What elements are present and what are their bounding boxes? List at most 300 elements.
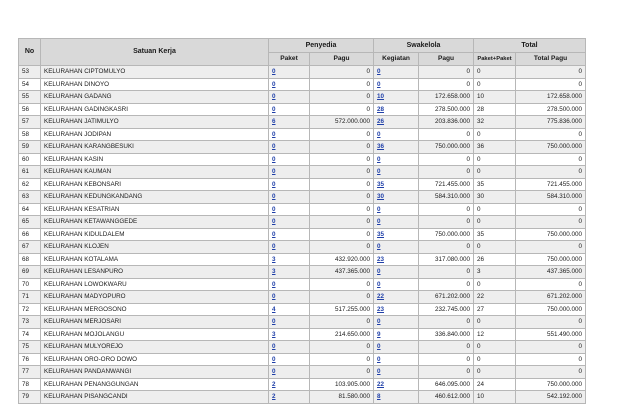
row-pagu: 0: [310, 316, 374, 329]
table-row: [19, 253, 586, 266]
table-row: [19, 116, 586, 129]
row-kegiatan-cell: [374, 266, 419, 279]
row-no: 66: [19, 228, 41, 241]
header-satuan-kerja: Satuan Kerja: [41, 39, 269, 66]
row-no: 55: [19, 91, 41, 104]
header-paket: Paket: [269, 53, 310, 66]
row-paket-link[interactable]: 0: [272, 230, 276, 238]
row-total-paket: 0: [474, 128, 516, 141]
table-row: [19, 366, 586, 379]
row-pagu: 432.920.000: [310, 253, 374, 266]
row-pagu: 0: [310, 66, 374, 79]
row-total-pagu: 0: [516, 153, 586, 166]
row-paket-cell: [269, 66, 310, 79]
row-kegiatan-cell: [374, 178, 419, 191]
row-satuan-kerja: KELURAHAN PISANGCANDI: [41, 391, 269, 404]
row-pagu-swakelola: 721.455.000: [419, 178, 474, 191]
row-total-pagu: 750.000.000: [516, 253, 586, 266]
row-paket-cell: [269, 241, 310, 254]
row-kegiatan-link[interactable]: 0: [377, 130, 381, 138]
row-no: 73: [19, 316, 41, 329]
table-row: [19, 153, 586, 166]
row-pagu: 0: [310, 278, 374, 291]
row-total-paket: 30: [474, 191, 516, 204]
row-total-pagu: 0: [516, 128, 586, 141]
row-total-pagu: 775.836.000: [516, 116, 586, 129]
table-row: [19, 166, 586, 179]
row-kegiatan-cell: [374, 203, 419, 216]
row-satuan-kerja: KELURAHAN KARANGBESUKI: [41, 141, 269, 154]
row-pagu: 0: [310, 166, 374, 179]
row-pagu: 214.650.000: [310, 328, 374, 341]
table-row: [19, 378, 586, 391]
row-total-paket: 0: [474, 353, 516, 366]
row-paket-cell: [269, 353, 310, 366]
row-no: 78: [19, 378, 41, 391]
row-total-paket: 24: [474, 378, 516, 391]
row-total-paket: 35: [474, 178, 516, 191]
row-pagu-swakelola: 0: [419, 341, 474, 354]
table-row: [19, 241, 586, 254]
row-paket-cell: [269, 178, 310, 191]
row-satuan-kerja: KELURAHAN KEDUNGKANDANG: [41, 191, 269, 204]
row-no: 57: [19, 116, 41, 129]
row-no: 61: [19, 166, 41, 179]
row-no: 69: [19, 266, 41, 279]
row-kegiatan-link[interactable]: 35: [377, 230, 385, 238]
row-paket-link[interactable]: 0: [272, 205, 276, 213]
row-total-pagu: 0: [516, 78, 586, 91]
row-paket-cell: [269, 78, 310, 91]
row-pagu: 0: [310, 128, 374, 141]
row-kegiatan-link[interactable]: 0: [377, 280, 381, 288]
row-paket-link[interactable]: 0: [272, 218, 276, 226]
row-pagu: 517.255.000: [310, 303, 374, 316]
row-no: 63: [19, 191, 41, 204]
row-kegiatan-link[interactable]: 0: [377, 243, 381, 251]
row-total-paket: 12: [474, 328, 516, 341]
table-row: [19, 228, 586, 241]
row-pagu-swakelola: 0: [419, 241, 474, 254]
row-total-pagu: 584.310.000: [516, 191, 586, 204]
row-kegiatan-link[interactable]: 0: [377, 368, 381, 376]
row-kegiatan-link[interactable]: 22: [377, 293, 385, 301]
row-kegiatan-cell: [374, 153, 419, 166]
table-row: [19, 291, 586, 304]
row-no: 77: [19, 366, 41, 379]
row-no: 56: [19, 103, 41, 116]
header-kegiatan: Kegiatan: [374, 53, 419, 66]
row-kegiatan-cell: [374, 141, 419, 154]
row-paket-cell: [269, 391, 310, 404]
row-total-pagu: 0: [516, 366, 586, 379]
row-kegiatan-link[interactable]: 26: [377, 118, 385, 126]
row-paket-link[interactable]: 0: [272, 193, 276, 201]
row-pagu-swakelola: 336.840.000: [419, 328, 474, 341]
row-total-pagu: 551.490.000: [516, 328, 586, 341]
row-pagu: 103.905.000: [310, 378, 374, 391]
row-pagu: 0: [310, 153, 374, 166]
row-satuan-kerja: KELURAHAN MOJOLANGU: [41, 328, 269, 341]
row-total-paket: 32: [474, 116, 516, 129]
row-satuan-kerja: KELURAHAN LOWOKWARU: [41, 278, 269, 291]
row-total-paket: 0: [474, 66, 516, 79]
table-row: [19, 66, 586, 79]
header-pagu: Pagu: [310, 53, 374, 66]
row-paket-cell: [269, 203, 310, 216]
row-no: 72: [19, 303, 41, 316]
header-total: Total: [474, 39, 586, 53]
row-paket-cell: [269, 141, 310, 154]
row-pagu-swakelola: 203.836.000: [419, 116, 474, 129]
row-satuan-kerja: KELURAHAN LESANPURO: [41, 266, 269, 279]
row-no: 60: [19, 153, 41, 166]
row-paket-link[interactable]: 0: [272, 93, 276, 101]
row-kegiatan-cell: [374, 78, 419, 91]
row-kegiatan-link[interactable]: 0: [377, 168, 381, 176]
row-total-paket: 0: [474, 203, 516, 216]
row-kegiatan-link[interactable]: 0: [377, 155, 381, 163]
row-kegiatan-cell: [374, 303, 419, 316]
row-kegiatan-cell: [374, 166, 419, 179]
row-pagu: 0: [310, 91, 374, 104]
row-pagu-swakelola: 0: [419, 316, 474, 329]
row-total-pagu: 0: [516, 166, 586, 179]
row-paket-link[interactable]: 0: [272, 280, 276, 288]
row-total-paket: 26: [474, 253, 516, 266]
row-paket-cell: [269, 228, 310, 241]
header-paket-paket: Paket+Paket: [474, 53, 516, 66]
row-pagu-swakelola: 750.000.000: [419, 141, 474, 154]
row-paket-cell: [269, 91, 310, 104]
row-kegiatan-link[interactable]: 0: [377, 80, 381, 88]
row-pagu-swakelola: 750.000.000: [419, 228, 474, 241]
row-total-pagu: 0: [516, 316, 586, 329]
row-pagu: 0: [310, 191, 374, 204]
table-row: [19, 266, 586, 279]
row-total-paket: 0: [474, 341, 516, 354]
row-kegiatan-link[interactable]: 0: [377, 355, 381, 363]
row-total-pagu: 278.500.000: [516, 103, 586, 116]
table-row: [19, 216, 586, 229]
row-pagu: 0: [310, 203, 374, 216]
row-paket-link[interactable]: 0: [272, 130, 276, 138]
row-kegiatan-cell: [374, 91, 419, 104]
row-no: 74: [19, 328, 41, 341]
row-satuan-kerja: KELURAHAN DINOYO: [41, 78, 269, 91]
row-paket-cell: [269, 166, 310, 179]
row-paket-cell: [269, 216, 310, 229]
header-swakelola: Swakelola: [374, 39, 474, 53]
row-pagu-swakelola: 0: [419, 366, 474, 379]
table-row: [19, 328, 586, 341]
row-paket-link[interactable]: 0: [272, 368, 276, 376]
row-kegiatan-link[interactable]: 35: [377, 180, 385, 188]
row-total-pagu: 671.202.000: [516, 291, 586, 304]
row-pagu-swakelola: 278.500.000: [419, 103, 474, 116]
row-paket-link[interactable]: 3: [272, 255, 276, 263]
header-pagu-swakelola: Pagu: [419, 53, 474, 66]
row-paket-link[interactable]: 0: [272, 68, 276, 76]
row-total-paket: 0: [474, 153, 516, 166]
row-pagu: 0: [310, 353, 374, 366]
row-paket-link[interactable]: 2: [272, 393, 276, 401]
row-pagu: 0: [310, 216, 374, 229]
row-paket-link[interactable]: 3: [272, 268, 276, 276]
row-pagu-swakelola: 646.095.000: [419, 378, 474, 391]
row-satuan-kerja: KELURAHAN KESATRIAN: [41, 203, 269, 216]
row-pagu-swakelola: 460.612.000: [419, 391, 474, 404]
row-satuan-kerja: KELURAHAN KAUMAN: [41, 166, 269, 179]
row-total-pagu: 721.455.000: [516, 178, 586, 191]
row-kegiatan-link[interactable]: 0: [377, 268, 381, 276]
row-kegiatan-link[interactable]: 9: [377, 330, 381, 338]
table-row: [19, 91, 586, 104]
row-kegiatan-cell: [374, 328, 419, 341]
row-total-paket: 0: [474, 78, 516, 91]
row-pagu: 0: [310, 228, 374, 241]
row-total-pagu: 0: [516, 66, 586, 79]
row-total-pagu: 0: [516, 203, 586, 216]
row-kegiatan-cell: [374, 366, 419, 379]
row-pagu-swakelola: 671.202.000: [419, 291, 474, 304]
row-total-paket: 36: [474, 141, 516, 154]
row-paket-link[interactable]: 3: [272, 330, 276, 338]
row-paket-cell: [269, 128, 310, 141]
row-pagu: 0: [310, 178, 374, 191]
row-kegiatan-link[interactable]: 23: [377, 255, 385, 263]
row-pagu: 81.580.000: [310, 391, 374, 404]
row-kegiatan-link[interactable]: 23: [377, 305, 385, 313]
row-satuan-kerja: KELURAHAN KEBONSARI: [41, 178, 269, 191]
row-satuan-kerja: KELURAHAN ORO-ORO DOWO: [41, 353, 269, 366]
table-row: [19, 178, 586, 191]
row-satuan-kerja: KELURAHAN KETAWANGGEDE: [41, 216, 269, 229]
row-satuan-kerja: KELURAHAN GADINGKASRI: [41, 103, 269, 116]
row-total-pagu: 0: [516, 341, 586, 354]
row-kegiatan-link[interactable]: 0: [377, 205, 381, 213]
row-no: 79: [19, 391, 41, 404]
row-pagu-swakelola: 0: [419, 78, 474, 91]
row-no: 70: [19, 278, 41, 291]
row-satuan-kerja: KELURAHAN CIPTOMULYO: [41, 66, 269, 79]
row-no: 54: [19, 78, 41, 91]
row-kegiatan-cell: [374, 353, 419, 366]
row-paket-link[interactable]: 6: [272, 118, 276, 126]
row-satuan-kerja: KELURAHAN KASIN: [41, 153, 269, 166]
row-satuan-kerja: KELURAHAN JATIMULYO: [41, 116, 269, 129]
row-pagu-swakelola: 0: [419, 166, 474, 179]
row-paket-cell: [269, 266, 310, 279]
row-paket-cell: [269, 253, 310, 266]
row-total-pagu: 172.658.000: [516, 91, 586, 104]
row-total-paket: 22: [474, 291, 516, 304]
row-total-paket: 0: [474, 166, 516, 179]
row-pagu: 0: [310, 141, 374, 154]
row-kegiatan-link[interactable]: 28: [377, 105, 385, 113]
row-no: 67: [19, 241, 41, 254]
row-kegiatan-link[interactable]: 0: [377, 343, 381, 351]
row-paket-cell: [269, 103, 310, 116]
table-body: [19, 66, 586, 404]
row-kegiatan-link[interactable]: 0: [377, 318, 381, 326]
row-total-paket: 3: [474, 266, 516, 279]
row-paket-cell: [269, 291, 310, 304]
row-total-pagu: 750.000.000: [516, 378, 586, 391]
row-kegiatan-cell: [374, 378, 419, 391]
row-total-pagu: 750.000.000: [516, 228, 586, 241]
row-paket-link[interactable]: 0: [272, 343, 276, 351]
row-total-paket: 27: [474, 303, 516, 316]
table-row: [19, 141, 586, 154]
row-total-paket: 0: [474, 241, 516, 254]
row-satuan-kerja: KELURAHAN MERJOSARI: [41, 316, 269, 329]
table-row: [19, 191, 586, 204]
row-paket-cell: [269, 316, 310, 329]
row-total-pagu: 0: [516, 241, 586, 254]
row-pagu: 0: [310, 103, 374, 116]
row-satuan-kerja: KELURAHAN JODIPAN: [41, 128, 269, 141]
row-pagu: 572.000.000: [310, 116, 374, 129]
row-pagu: 0: [310, 366, 374, 379]
row-total-paket: 0: [474, 216, 516, 229]
row-paket-cell: [269, 366, 310, 379]
row-pagu-swakelola: 317.080.000: [419, 253, 474, 266]
row-paket-cell: [269, 191, 310, 204]
row-paket-cell: [269, 116, 310, 129]
row-pagu-swakelola: 584.310.000: [419, 191, 474, 204]
row-paket-link[interactable]: 0: [272, 80, 276, 88]
row-kegiatan-cell: [374, 116, 419, 129]
row-paket-link[interactable]: 0: [272, 168, 276, 176]
row-pagu: 0: [310, 341, 374, 354]
row-total-paket: 10: [474, 91, 516, 104]
row-kegiatan-link[interactable]: 0: [377, 218, 381, 226]
row-no: 59: [19, 141, 41, 154]
row-paket-cell: [269, 278, 310, 291]
row-pagu-swakelola: 0: [419, 203, 474, 216]
table-row: [19, 278, 586, 291]
row-satuan-kerja: KELURAHAN MADYOPURO: [41, 291, 269, 304]
row-kegiatan-link[interactable]: 22: [377, 380, 385, 388]
row-kegiatan-link[interactable]: 0: [377, 68, 381, 76]
row-kegiatan-cell: [374, 128, 419, 141]
row-paket-cell: [269, 378, 310, 391]
row-paket-link[interactable]: 2: [272, 380, 276, 388]
report-table-container: [18, 38, 585, 404]
row-pagu-swakelola: 0: [419, 353, 474, 366]
row-kegiatan-cell: [374, 191, 419, 204]
table-row: [19, 341, 586, 354]
row-satuan-kerja: KELURAHAN KLOJEN: [41, 241, 269, 254]
row-satuan-kerja: KELURAHAN PANDANWANGI: [41, 366, 269, 379]
header-no: No: [19, 39, 41, 66]
row-total-pagu: 0: [516, 353, 586, 366]
row-total-pagu: 437.365.000: [516, 266, 586, 279]
table-row: [19, 353, 586, 366]
row-total-paket: 10: [474, 391, 516, 404]
row-paket-link[interactable]: 0: [272, 293, 276, 301]
table-row: [19, 316, 586, 329]
table-row: [19, 128, 586, 141]
row-kegiatan-cell: [374, 66, 419, 79]
row-pagu-swakelola: 232.745.000: [419, 303, 474, 316]
row-total-paket: 0: [474, 278, 516, 291]
row-satuan-kerja: KELURAHAN MERGOSONO: [41, 303, 269, 316]
row-paket-cell: [269, 328, 310, 341]
row-no: 75: [19, 341, 41, 354]
row-paket-link[interactable]: 0: [272, 155, 276, 163]
row-paket-link[interactable]: 4: [272, 305, 276, 313]
row-kegiatan-cell: [374, 341, 419, 354]
row-kegiatan-cell: [374, 391, 419, 404]
row-kegiatan-cell: [374, 278, 419, 291]
row-kegiatan-link[interactable]: 36: [377, 143, 385, 151]
row-no: 71: [19, 291, 41, 304]
row-total-paket: 0: [474, 366, 516, 379]
row-total-pagu: 542.192.000: [516, 391, 586, 404]
row-kegiatan-link[interactable]: 30: [377, 193, 385, 201]
paket-table: [18, 38, 586, 404]
row-paket-link[interactable]: 0: [272, 180, 276, 188]
table-row: [19, 103, 586, 116]
row-pagu-swakelola: 0: [419, 66, 474, 79]
row-pagu-swakelola: 172.658.000: [419, 91, 474, 104]
row-kegiatan-cell: [374, 241, 419, 254]
row-no: 76: [19, 353, 41, 366]
row-satuan-kerja: KELURAHAN KOTALAMA: [41, 253, 269, 266]
row-pagu-swakelola: 0: [419, 278, 474, 291]
header-penyedia: Penyedia: [269, 39, 374, 53]
row-paket-link[interactable]: 0: [272, 105, 276, 113]
row-kegiatan-cell: [374, 103, 419, 116]
row-no: 68: [19, 253, 41, 266]
table-row: [19, 203, 586, 216]
row-satuan-kerja: KELURAHAN GADANG: [41, 91, 269, 104]
row-total-pagu: 750.000.000: [516, 141, 586, 154]
row-no: 62: [19, 178, 41, 191]
row-total-paket: 0: [474, 316, 516, 329]
row-pagu-swakelola: 0: [419, 216, 474, 229]
row-paket-cell: [269, 153, 310, 166]
row-pagu-swakelola: 0: [419, 266, 474, 279]
row-satuan-kerja: KELURAHAN PENANGGUNGAN: [41, 378, 269, 391]
row-paket-link[interactable]: 0: [272, 143, 276, 151]
row-kegiatan-cell: [374, 291, 419, 304]
row-pagu-swakelola: 0: [419, 153, 474, 166]
row-total-pagu: 750.000.000: [516, 303, 586, 316]
row-paket-cell: [269, 341, 310, 354]
row-pagu: 437.365.000: [310, 266, 374, 279]
row-total-pagu: 0: [516, 278, 586, 291]
row-kegiatan-link[interactable]: 8: [377, 393, 381, 401]
row-satuan-kerja: KELURAHAN MULYOREJO: [41, 341, 269, 354]
header-total-pagu: Total Pagu: [516, 53, 586, 66]
row-no: 58: [19, 128, 41, 141]
row-total-paket: 28: [474, 103, 516, 116]
row-paket-link[interactable]: 0: [272, 243, 276, 251]
row-kegiatan-cell: [374, 228, 419, 241]
table-row: [19, 303, 586, 316]
row-pagu: 0: [310, 78, 374, 91]
row-no: 53: [19, 66, 41, 79]
row-kegiatan-cell: [374, 216, 419, 229]
row-kegiatan-cell: [374, 253, 419, 266]
table-row: [19, 78, 586, 91]
row-kegiatan-link[interactable]: 10: [377, 93, 385, 101]
row-paket-link[interactable]: 0: [272, 318, 276, 326]
row-paket-link[interactable]: 0: [272, 355, 276, 363]
